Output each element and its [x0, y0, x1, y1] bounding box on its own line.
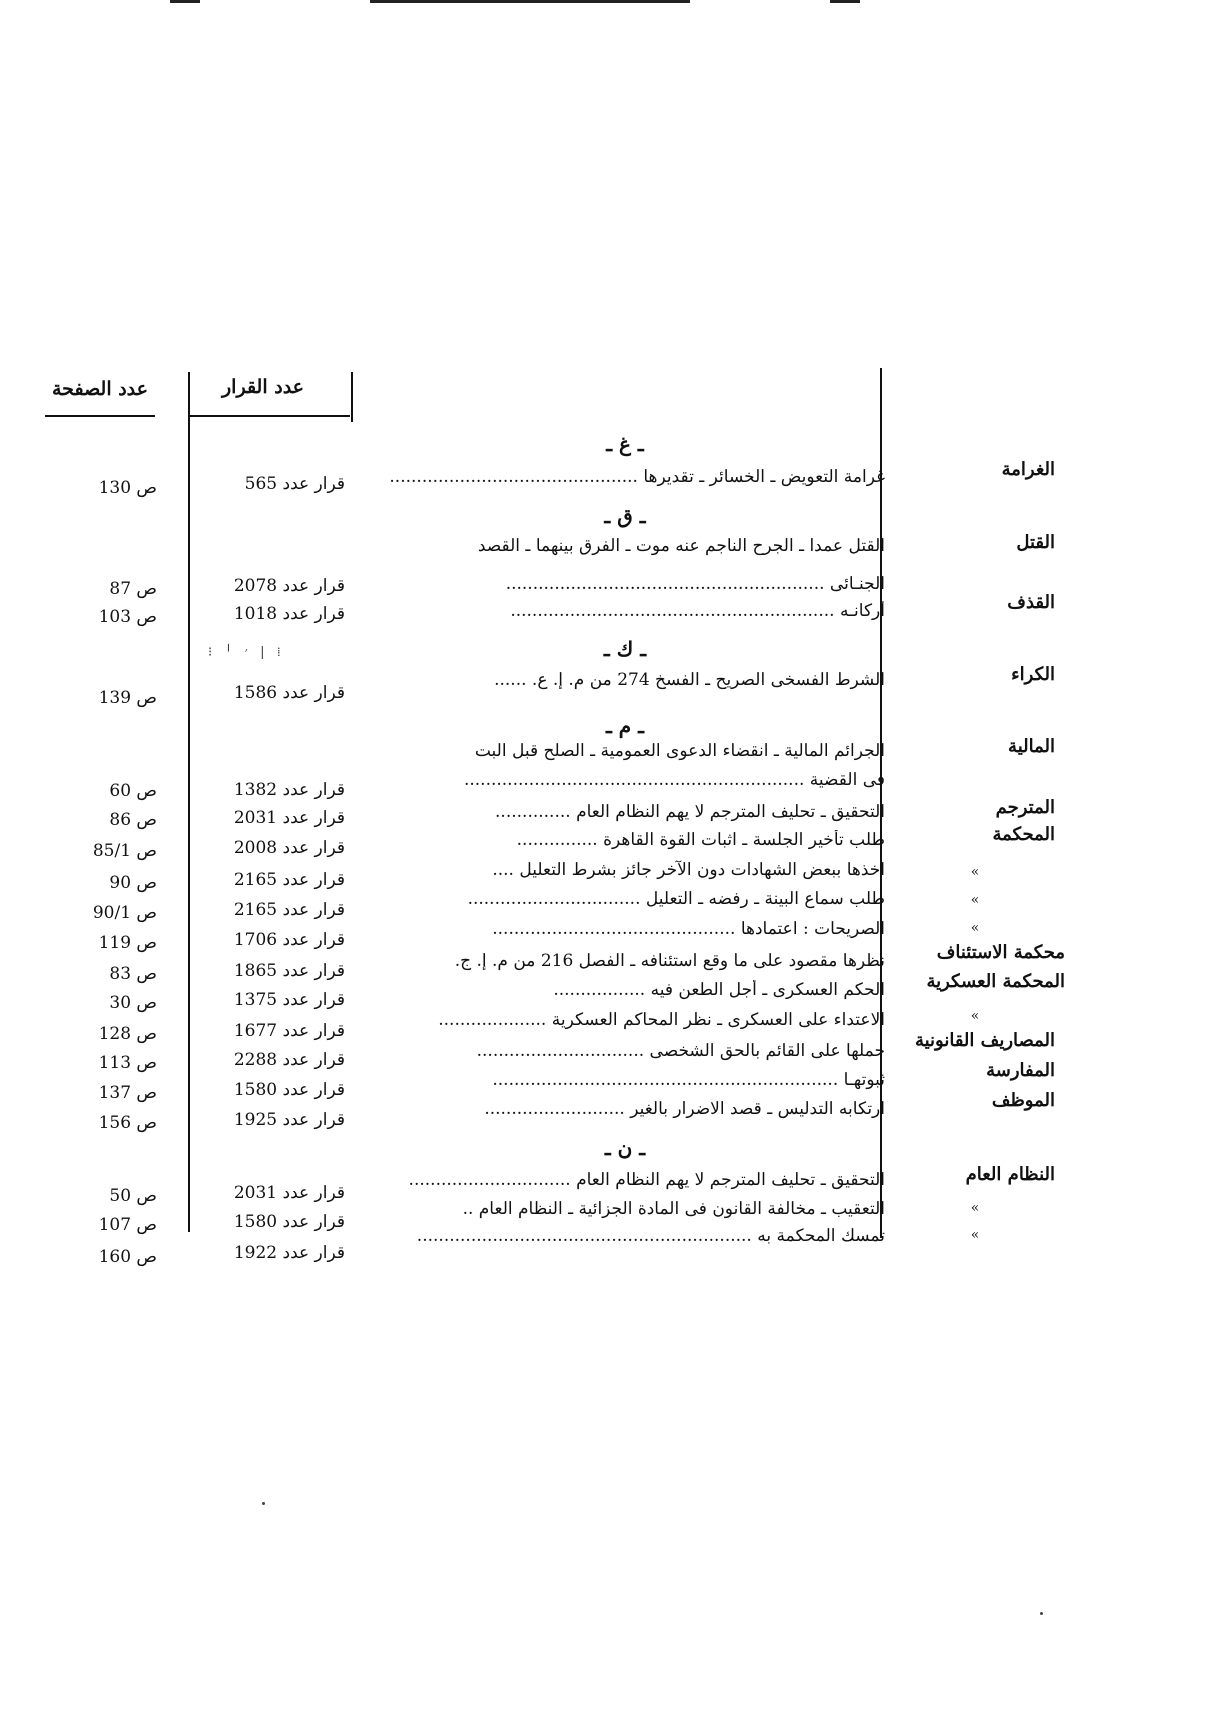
- scan-speck: [1040, 1612, 1043, 1615]
- entry-label: الموظف: [991, 1090, 1055, 1111]
- entry-description: طلب سماع البينة ـ رفضه ـ التعليل ................................: [467, 889, 885, 909]
- entry-label: الكراء: [1011, 664, 1055, 685]
- entry-page: ص 160: [98, 1247, 157, 1267]
- entry-description: ثبوتهـا ................................................................: [492, 1070, 885, 1090]
- entry-decision: قرار عدد 1586: [233, 683, 345, 703]
- entry-description: التعقيب ـ مخالفة القانون فى المادة الجزائية ـ النظام العام ..: [462, 1199, 885, 1219]
- entry-decision: قرار عدد 1580: [233, 1080, 345, 1100]
- entry-page: ص 107: [98, 1215, 157, 1235]
- section-heading-qaf: ـ ق ـ: [604, 504, 646, 528]
- entry-decision: قرار عدد 1580: [233, 1212, 345, 1232]
- entry-decision: قرار عدد 2008: [233, 838, 345, 858]
- entry-label: المفارسة: [986, 1060, 1055, 1081]
- scan-edge-mark: [830, 0, 860, 3]
- entry-page: ص 139: [98, 688, 157, 708]
- entry-label-ditto: »: [970, 1008, 980, 1024]
- entry-decision: قرار عدد 1865: [233, 961, 345, 981]
- entry-page: ص 50: [109, 1186, 157, 1206]
- entry-decision: قرار عدد 1375: [233, 990, 345, 1010]
- entry-label: المصاريف القانونية: [914, 1030, 1055, 1051]
- entry-description: تمسك المحكمة به ..............................................................: [416, 1226, 885, 1246]
- entry-description: الاعتداء على العسكرى ـ نظر المحاكم العسكرية ....................: [438, 1010, 885, 1030]
- scan-edge-mark: [370, 0, 690, 3]
- entry-decision: قرار عدد 2165: [233, 870, 345, 890]
- section-heading-nun: ـ ن ـ: [604, 1136, 646, 1160]
- page-column-header: عدد الصفحة: [52, 378, 148, 400]
- entry-decision: قرار عدد 2288: [233, 1050, 345, 1070]
- stray-type-marks: ⁝ ╵ ׳ | ⁞: [208, 645, 281, 660]
- entry-page: ص 87: [109, 579, 157, 599]
- entry-label: النظام العام: [965, 1164, 1055, 1185]
- entry-description: نظرها مقصود على ما وقع استئنافه ـ الفصل 216 من م. إ. ج.: [454, 951, 885, 971]
- entry-page: ص 113: [98, 1053, 157, 1073]
- entry-page: ص 90: [109, 873, 157, 893]
- entry-decision: قرار عدد 1677: [233, 1021, 345, 1041]
- entry-description: التحقيق ـ تحليف المترجم لا يهم النظام العام ..............................: [408, 1170, 885, 1190]
- entry-page: ص 119: [98, 933, 157, 953]
- section-heading-kaf: ـ ك ـ: [603, 637, 647, 661]
- entry-description: ارتكابه التدليس ـ قصد الاضرار بالغير ..........................: [484, 1099, 885, 1119]
- entry-decision: قرار عدد 565: [244, 474, 345, 494]
- entry-label: الغرامة: [1001, 459, 1055, 480]
- scan-speck: [262, 1502, 265, 1505]
- scan-edge-mark: [170, 0, 200, 3]
- entry-description: فى القضية ...............................................................: [463, 770, 885, 790]
- header-underline-decision: [190, 415, 350, 417]
- entry-decision: قرار عدد 1018: [233, 604, 345, 624]
- entry-description: القتل عمدا ـ الجرح الناجم عنه موت ـ الفرق بينهما ـ القصد: [477, 536, 885, 556]
- entry-decision: قرار عدد 1706: [233, 930, 345, 950]
- entry-description: غرامة التعويض ـ الخسائر ـ تقديرها ..............................................: [389, 467, 885, 487]
- entry-label-ditto: »: [970, 864, 980, 880]
- header-underline-page: [45, 415, 155, 417]
- entry-page: ص 130: [98, 478, 157, 498]
- entry-page: ص 86: [109, 810, 157, 830]
- entry-page: ص 83: [109, 964, 157, 984]
- entry-decision: قرار عدد 2031: [233, 1183, 345, 1203]
- entry-label-ditto: »: [970, 920, 980, 936]
- entry-decision: قرار عدد 2078: [233, 576, 345, 596]
- entry-label-ditto: »: [970, 1227, 980, 1243]
- entry-label: القتل: [1016, 532, 1055, 553]
- entry-description: الشرط الفسخى الصريح ـ الفسخ 274 من م. إ. ع. ......: [494, 670, 885, 690]
- entry-page: ص 103: [98, 607, 157, 627]
- entry-label-ditto: »: [970, 1200, 980, 1216]
- entry-description: طلب تأخير الجلسة ـ اثبات القوة القاهرة ...............: [516, 830, 885, 850]
- entry-description: التحقيق ـ تحليف المترجم لا يهم النظام العام ..............: [495, 802, 885, 822]
- entry-description: الجنـائى ...........................................................: [505, 574, 885, 594]
- decision-column-right-rule: [351, 372, 353, 422]
- entry-description: اخذها ببعض الشهادات دون الآخر جائز بشرط التعليل ....: [492, 860, 885, 880]
- entry-label: المترجم: [995, 797, 1055, 818]
- entry-description: الصريحات : اعتمادها .............................................: [492, 919, 885, 939]
- decision-column-header: عدد القرار: [222, 376, 305, 398]
- entry-decision: قرار عدد 1925: [233, 1110, 345, 1130]
- entry-page: ص 137: [98, 1083, 157, 1103]
- entry-label: القذف: [1007, 592, 1055, 613]
- entry-decision: قرار عدد 1382: [233, 780, 345, 800]
- section-heading-mim: ـ م ـ: [605, 714, 645, 738]
- entry-label: محكمة الاستئناف: [936, 942, 1065, 963]
- entry-page: ص 128: [98, 1024, 157, 1044]
- entry-page: ص 60: [109, 781, 157, 801]
- entry-label: المالية: [1008, 736, 1055, 757]
- entry-label: المحكمة العسكرية: [926, 971, 1065, 992]
- decision-column-left-rule: [188, 372, 190, 1232]
- entry-page: ص 30: [109, 993, 157, 1013]
- entry-page: ص 90/1: [92, 903, 157, 923]
- section-heading-ghain: ـ غ ـ: [606, 432, 644, 456]
- entry-page: ص 156: [98, 1113, 157, 1133]
- entry-description: حملها على القائم بالحق الشخصى ...............................: [476, 1041, 885, 1061]
- entry-label: المحكمة: [992, 824, 1055, 845]
- entry-decision: قرار عدد 1922: [233, 1243, 345, 1263]
- entry-decision: قرار عدد 2031: [233, 808, 345, 828]
- entry-description: أركانـه ............................................................: [510, 601, 885, 621]
- entry-description: الجرائم المالية ـ انقضاء الدعوى العمومية ـ الصلح قبل البت: [474, 741, 885, 761]
- entry-decision: قرار عدد 2165: [233, 900, 345, 920]
- entry-label-ditto: »: [970, 892, 980, 908]
- entry-description: الحكم العسكرى ـ أجل الطعن فيه .................: [553, 980, 885, 1000]
- entry-page: ص 85/1: [92, 841, 157, 861]
